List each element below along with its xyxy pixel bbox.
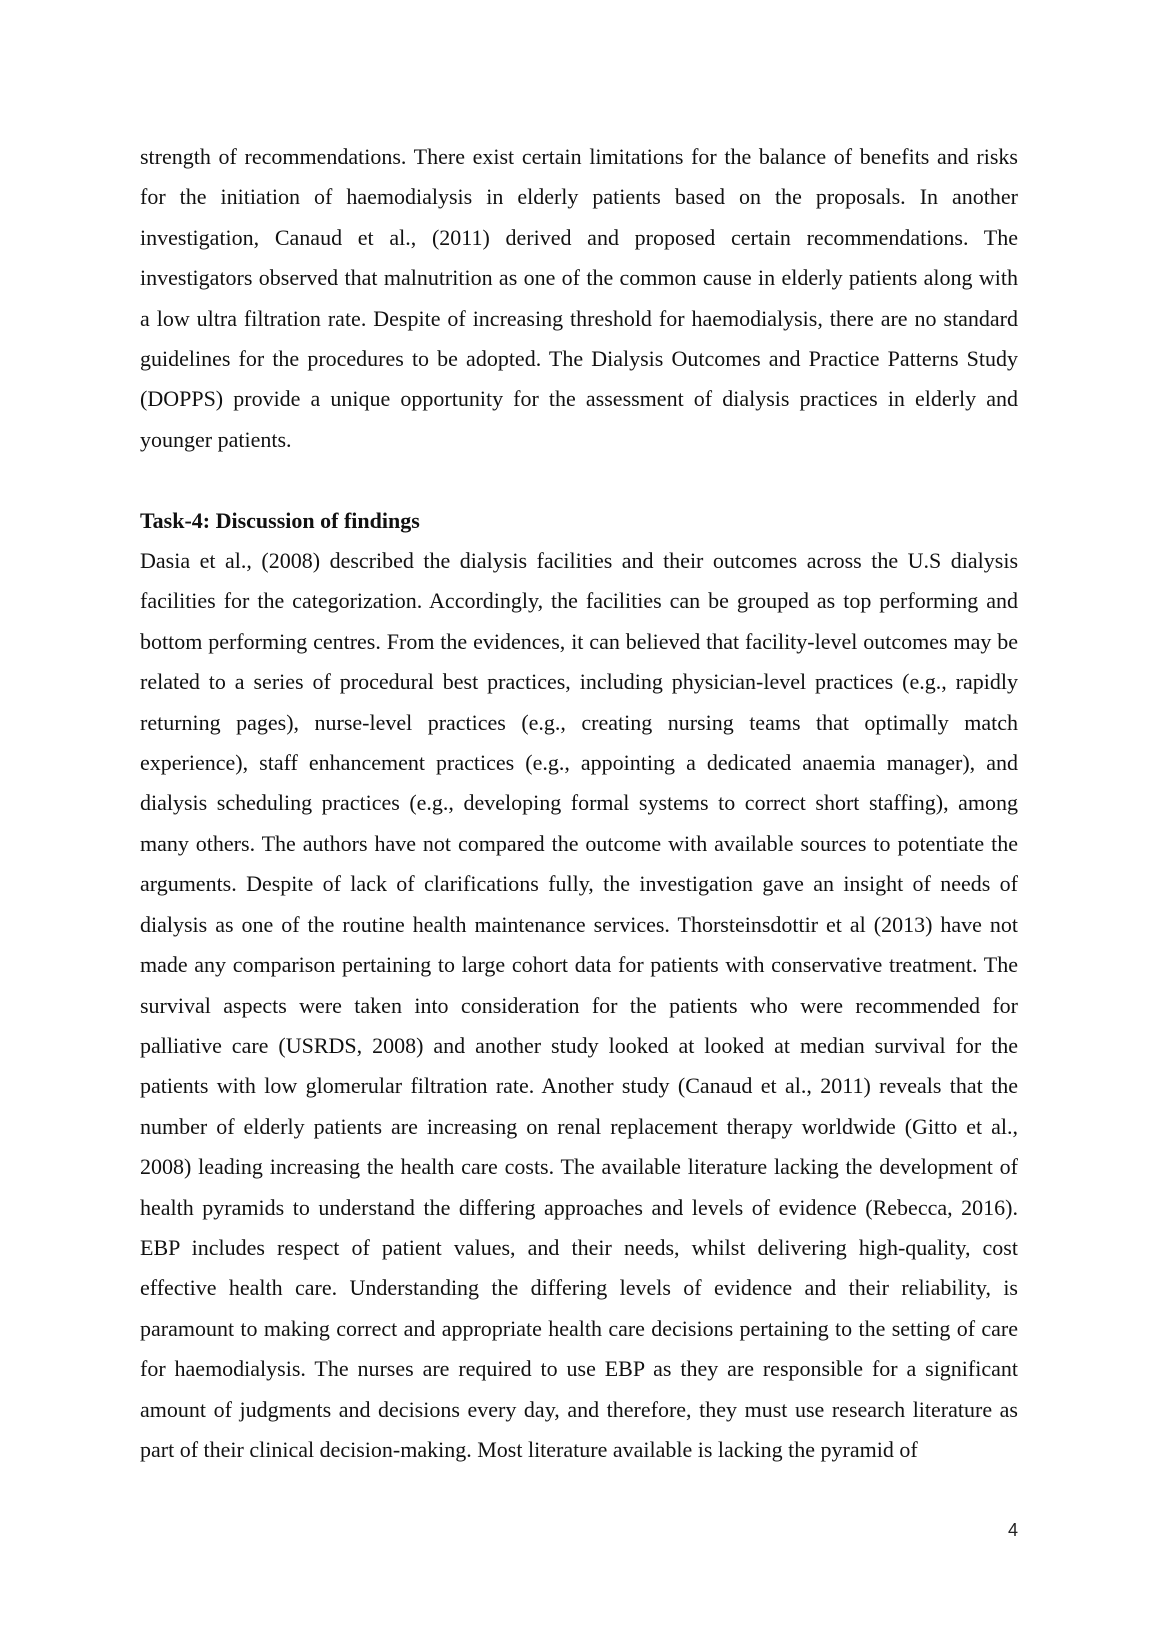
page-body: [140, 137, 1018, 1470]
paragraph-spacer: [140, 460, 1018, 500]
section-heading: Task-4: Discussion of findings: [140, 507, 420, 533]
page-number: 4: [1007, 1520, 1018, 1540]
body-paragraph-1: strength of recommendations. There exist certain limitations for the balance of benefits and risks for the initiation of haemodialysis in elderly patients based on the proposals. In another investigation, Canaud et al., (2011) derived and proposed certain recommendations. The investigators observed that malnutrition as one of the common cause in elderly patients along with a low ultra filtration rate. Despite of increasing threshold for haemodialysis, there are no standard guidelines for the procedures to be adopted. The Dialysis Outcomes and Practice Patterns Study (DOPPS) provide a unique opportunity for the assessment of dialysis practices in elderly and younger patients.: [140, 144, 1018, 452]
body-paragraph-2: Dasia et al., (2008) described the dialysis facilities and their outcomes across the U.S dialysis facilities for the categorization. Accordingly, the facilities can be grouped as top performing and bottom performing centres. From the evidences, it can believed that facility-level outcomes may be related to a series of procedural best practices, including physician-level practices (e.g., rapidly returning pages), nurse-level practices (e.g., creating nursing teams that optimally match experience), staff enhancement practices (e.g., appointing a dedicated anaemia manager), and dialysis scheduling practices (e.g., developing formal systems to correct short staffing), among many others. The authors have not compared the outcome with available sources to potentiate the arguments. Despite of lack of clarifications fully, the investigation gave an insight of needs of dialysis as one of the routine health maintenance services. Thorsteinsdottir et al (2013) have not made any comparison pertaining to large cohort data for patients with conservative treatment. The survival aspects were taken into consideration for the patients who were recommended for palliative care (USRDS, 2008) and another study looked at looked at median survival for the patients with low glomerular filtration rate. Another study (Canaud et al., 2011) reveals that the number of elderly patients are increasing on renal replacement therapy worldwide (Gitto et al., 2008) leading increasing the health care costs. The available literature lacking the development of health pyramids to understand the differing approaches and levels of evidence (Rebecca, 2016). EBP includes respect of patient values, and their needs, whilst delivering high-quality, cost effective health care. Understanding the differing levels of evidence and their reliability, is paramount to making correct and appropriate health care decisions pertaining to the setting of care for haemodialysis. The nurses are required to use EBP as they are responsible for a significant amount of judgments and decisions every day, and therefore, they must use research literature as part of their clinical decision-making. Most literature available is lacking the pyramid of: [140, 548, 1018, 1462]
